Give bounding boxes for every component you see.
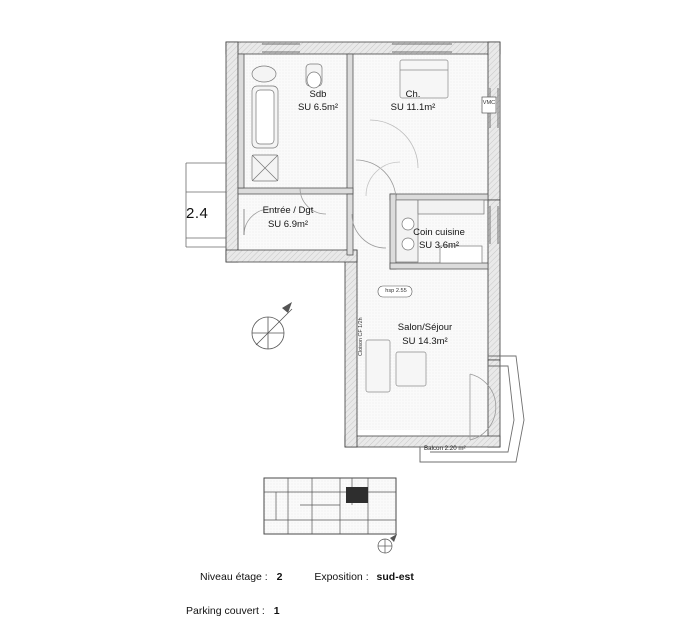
footer-value-parking: 1 (273, 605, 280, 617)
room-area-chambre: SU 11.1m² (390, 102, 436, 113)
footer-value-exposition: sud-est (376, 571, 414, 583)
balcony-label: Balcon 2.20 m² (424, 445, 466, 452)
room-label-cuisine: Coin cuisine (413, 227, 465, 238)
room-area-sdb: SU 6.5m² (297, 102, 339, 113)
building-key-plan (264, 478, 397, 553)
footer-label-parking: Parking couvert : (186, 605, 265, 617)
room-label-sdb: Sdb (309, 89, 327, 100)
footer-label-exposition: Exposition : (314, 571, 369, 583)
room-area-entree: SU 6.9m² (267, 219, 309, 230)
lot-number: 2.4 (186, 205, 209, 222)
cloison-label: Cloison CF 1/2h (358, 317, 364, 356)
compass-icon (252, 302, 292, 349)
vmc-label: VMC (482, 100, 496, 106)
footer-value-niveau: 2 (276, 571, 283, 583)
footer-row-parking (186, 605, 280, 617)
room-label-entree: Entrée / Dgt (262, 205, 314, 216)
room-label-chambre: Ch. (405, 89, 421, 100)
room-area-salon: SU 14.3m² (402, 336, 448, 347)
footer-row-niveau (200, 571, 414, 583)
room-area-cuisine: SU 3.6m² (418, 240, 460, 251)
room-label-salon: Salon/Séjour (397, 322, 453, 333)
footer-label-niveau: Niveau étage : (200, 571, 268, 583)
hsp-label: hsp 2.55 (385, 288, 407, 294)
